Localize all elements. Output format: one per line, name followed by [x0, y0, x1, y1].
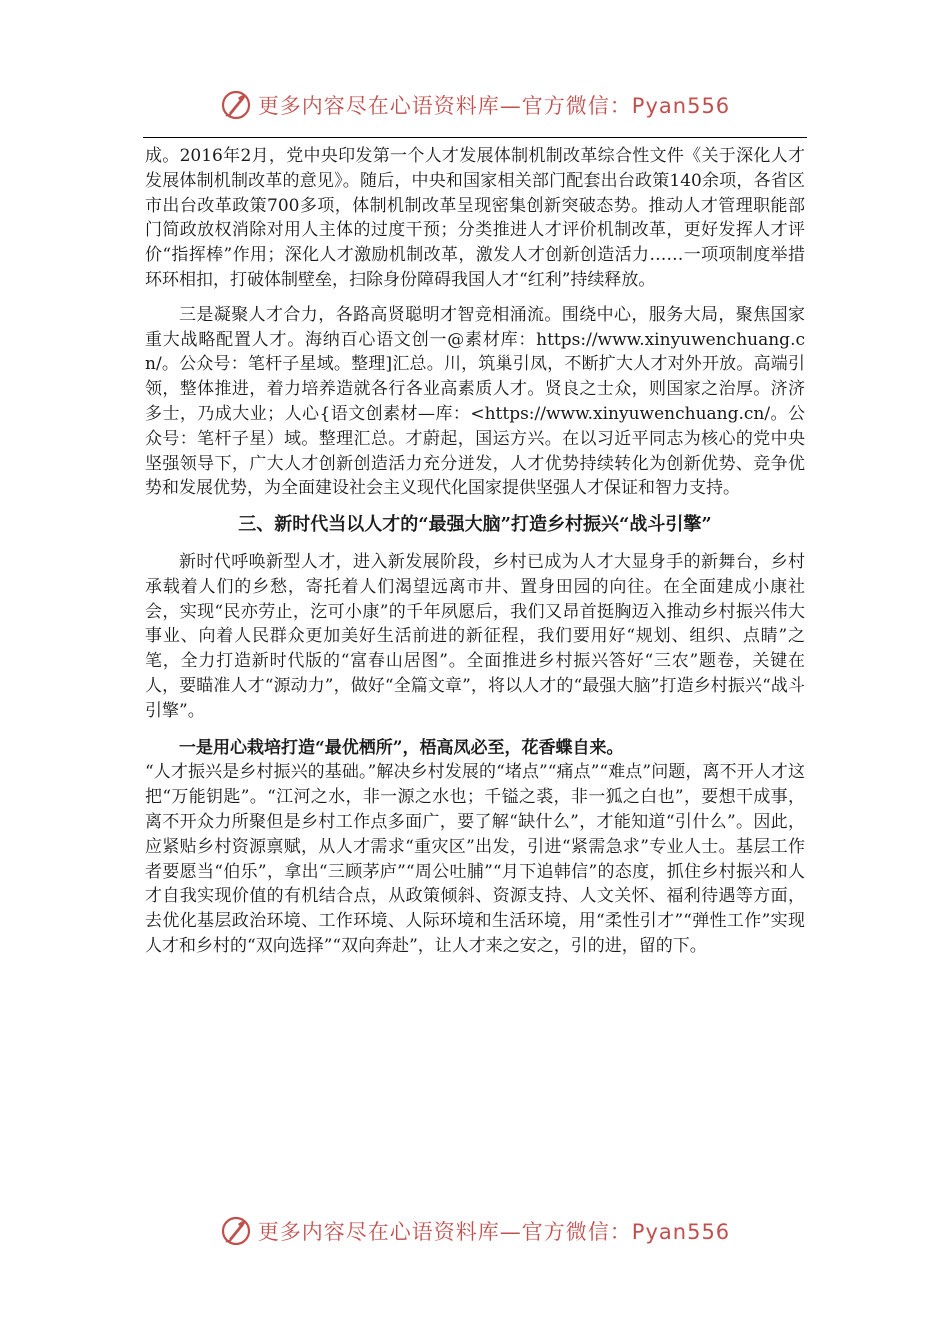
paragraph-4: [145, 736, 805, 959]
footer-brand: [0, 1211, 950, 1251]
section-heading: 三、新时代当以人才的“最强大脑”打造乡村振兴“战斗引擎”: [238, 514, 712, 536]
document-body: [145, 144, 805, 959]
paragraph-3: 新时代呼唤新型人才，进入新发展阶段，乡村已成为人才大显身手的新舞台，乡村承载着人们的乡愁，寄托着人们渴望远离市井、置身田园的向往。在全面建成小康社会，实现“民亦劳止，汔可小康”的千年夙愿后，我们又昂首挺胸迈入推动乡村振兴伟大事业、向着人民群众更加美好生活前进的新征程，我们要用好“规划、组织、点睛”之笔，全力打造新时代版的“富春山居图”。全面推进乡村振兴答好“三农”题卷，关键在人，要瞄准人才“源动力”，做好“全篇文章”，将以人才的“最强大脑”打造乡村振兴“战斗引擎”。: [145, 551, 805, 721]
paragraph-4-lead: 一是用心栽培打造“最优栖所”，梧高凤必至，花香蝶自来。: [179, 737, 624, 758]
paragraph-4-body: “人才振兴是乡村振兴的基础。”解决乡村发展的“堵点”“痛点”“难点”问题，离不开人才这把“万能钥匙”。“江河之水，非一源之水也；千镒之裘，非一狐之白也”，要想干成事，离不开众力所聚但是乡村工作点多面广，要了解“缺什么”，才能知道“引什么”。因此，应紧贴乡村资源禀赋，从人才需求“重灾区”出发，引进“紧需急求”专业人士。基层工作者要愿当“伯乐”，拿出“三顾茅庐”“周公吐脯”“月下追韩信”的态度，抓住乡村振兴和人才自我实现价值的有机结合点，从政策倾斜、资源支持、人文关怀、福利待遇等方面，去优化基层政治环境、工作环境、人际环境和生活环境，用“柔性引才”“弹性工作”实现人才和乡村的“双向选择”“双向奔赴”，让人才来之安之，引的进，留的下。: [145, 762, 805, 956]
header-brand-text: 更多内容尽在心语资料库—官方微信：Pyan556: [257, 94, 731, 118]
header-brand: [0, 85, 950, 125]
header-divider: [143, 137, 807, 138]
quill-pen-logo-icon: [220, 89, 252, 121]
quill-pen-logo-icon: [220, 1215, 252, 1247]
paragraph-2: 三是凝聚人才合力，各路高贤聪明才智竞相涌流。围绕中心，服务大局，聚焦国家重大战略配置人才。海纳百心语文创一@素材库：https://www.xinyuwenchuang.cn/。公众号：笔杆子星域。整理]汇总。川，筑巢引凤，不断扩大人才对外开放。高端引领，整体推进，着力培养造就各行各业高素质人才。贤良之士众，则国家之治厚。济济多士，乃成大业；人心{语文创素材—库：<https://www.xinyuwenchuang.cn/。公众号：笔杆子星）域。整理汇总。才蔚起，国运方兴。在以习近平同志为核心的党中央坚强领导下，广大人才创新创造活力充分迸发，人才优势持续转化为创新优势、竞争优势和发展优势，为全面建设社会主义现代化国家提供坚强人才保证和智力支持。: [145, 304, 805, 499]
paragraph-1: 成。2016年2月，党中央印发第一个人才发展体制机制改革综合性文件《关于深化人才发展体制机制改革的意见》。随后，中央和国家相关部门配套出台政策140余项，各省区市出台改革政策700多项，体制机制改革呈现密集创新突破态势。推动人才管理职能部门简政放权消除对用人主体的过度干预；分类推进人才评价机制改革，更好发挥人才评价“指挥棒”作用；深化人才激励机制改革，激发人才创新创造活力……一项项制度举措环环相扣，打破体制壁垒，扫除身份障碍我国人才“红利”持续释放。: [145, 146, 805, 290]
footer-brand-text: 更多内容尽在心语资料库—官方微信：Pyan556: [257, 1220, 731, 1244]
